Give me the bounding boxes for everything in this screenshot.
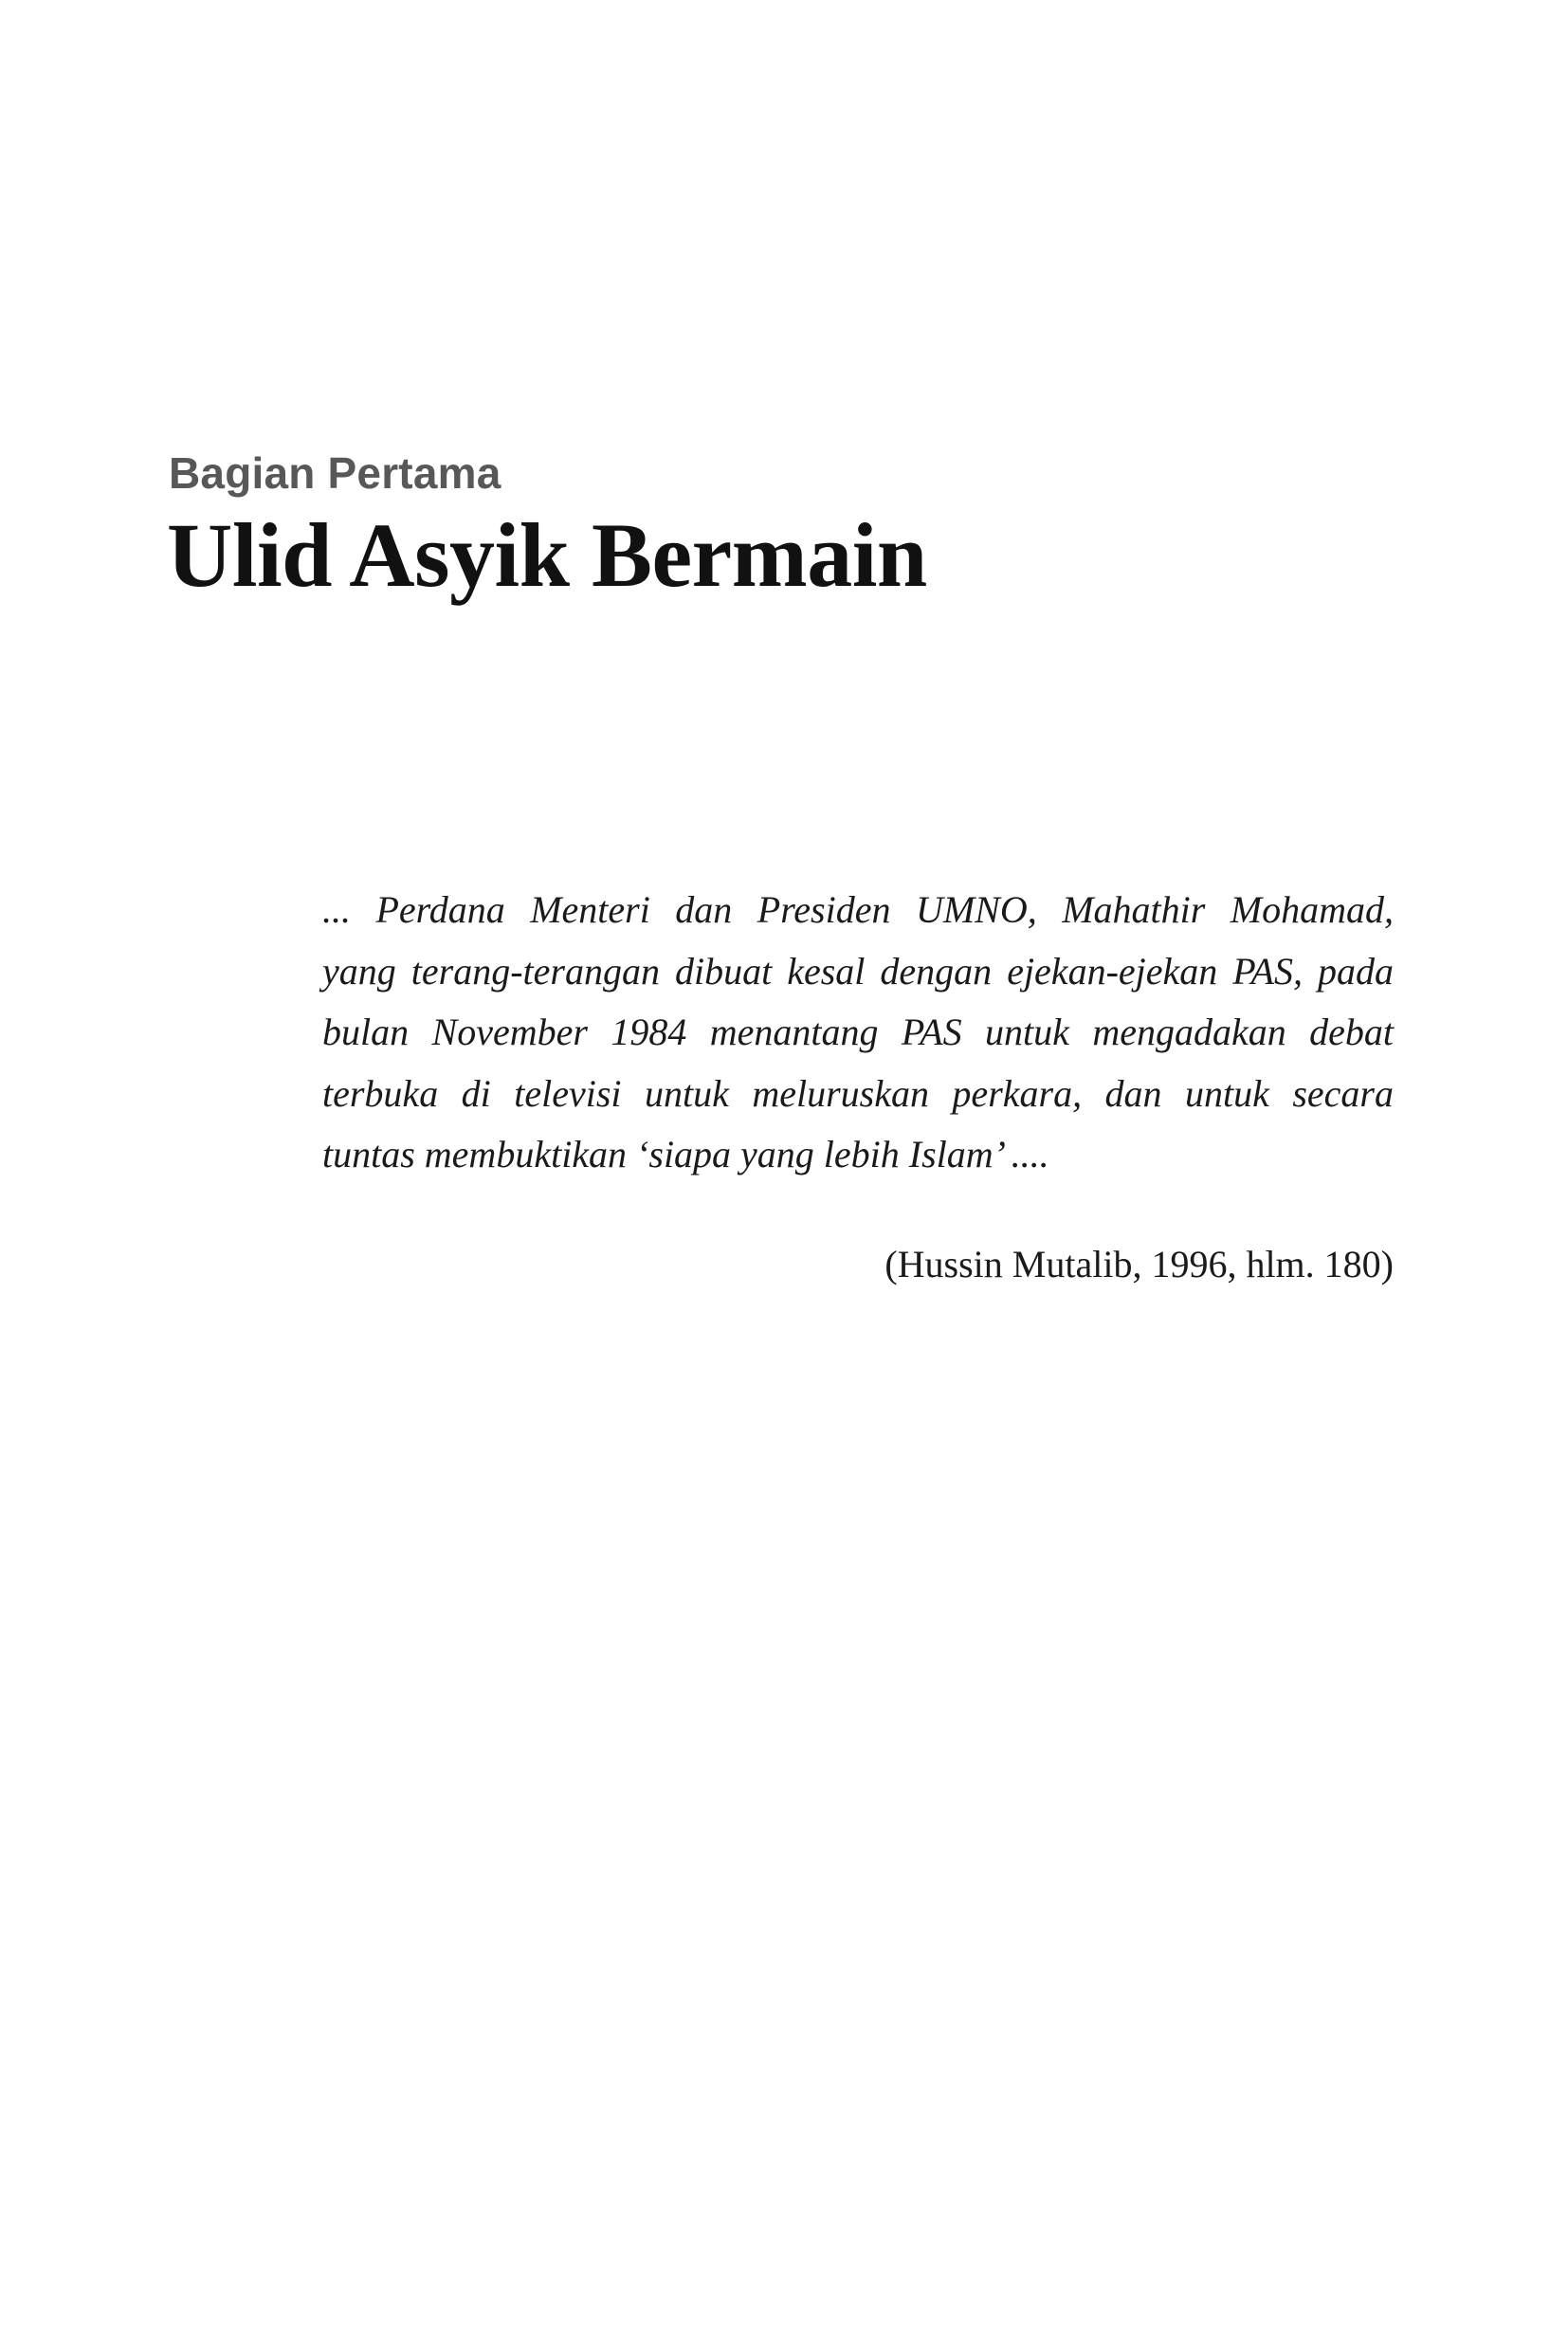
epigraph-line: ... Perdana Menteri dan Presiden UMNO, Mahathir Mohamad, [322,888,1394,931]
epigraph-citation: (Hussin Mutalib, 1996, hlm. 180) [884,1243,1394,1285]
epigraph-line: yang terang-terangan dibuat kesal dengan ejekan-ejekan PAS, pada [322,949,1394,993]
part-label: Bagian Pertama [169,448,501,498]
epigraph-quote [322,880,1394,1186]
epigraph-line: bulan November 1984 menantang PAS untuk mengadakan debat [322,1011,1394,1053]
chapter-title: Ulid Asyik Bermain [167,504,927,606]
epigraph-line: terbuka di televisi untuk meluruskan perkara, dan untuk secara [322,1071,1394,1115]
epigraph-line: tuntas membuktikan ‘siapa yang lebih Islam’ .... [322,1133,1049,1176]
